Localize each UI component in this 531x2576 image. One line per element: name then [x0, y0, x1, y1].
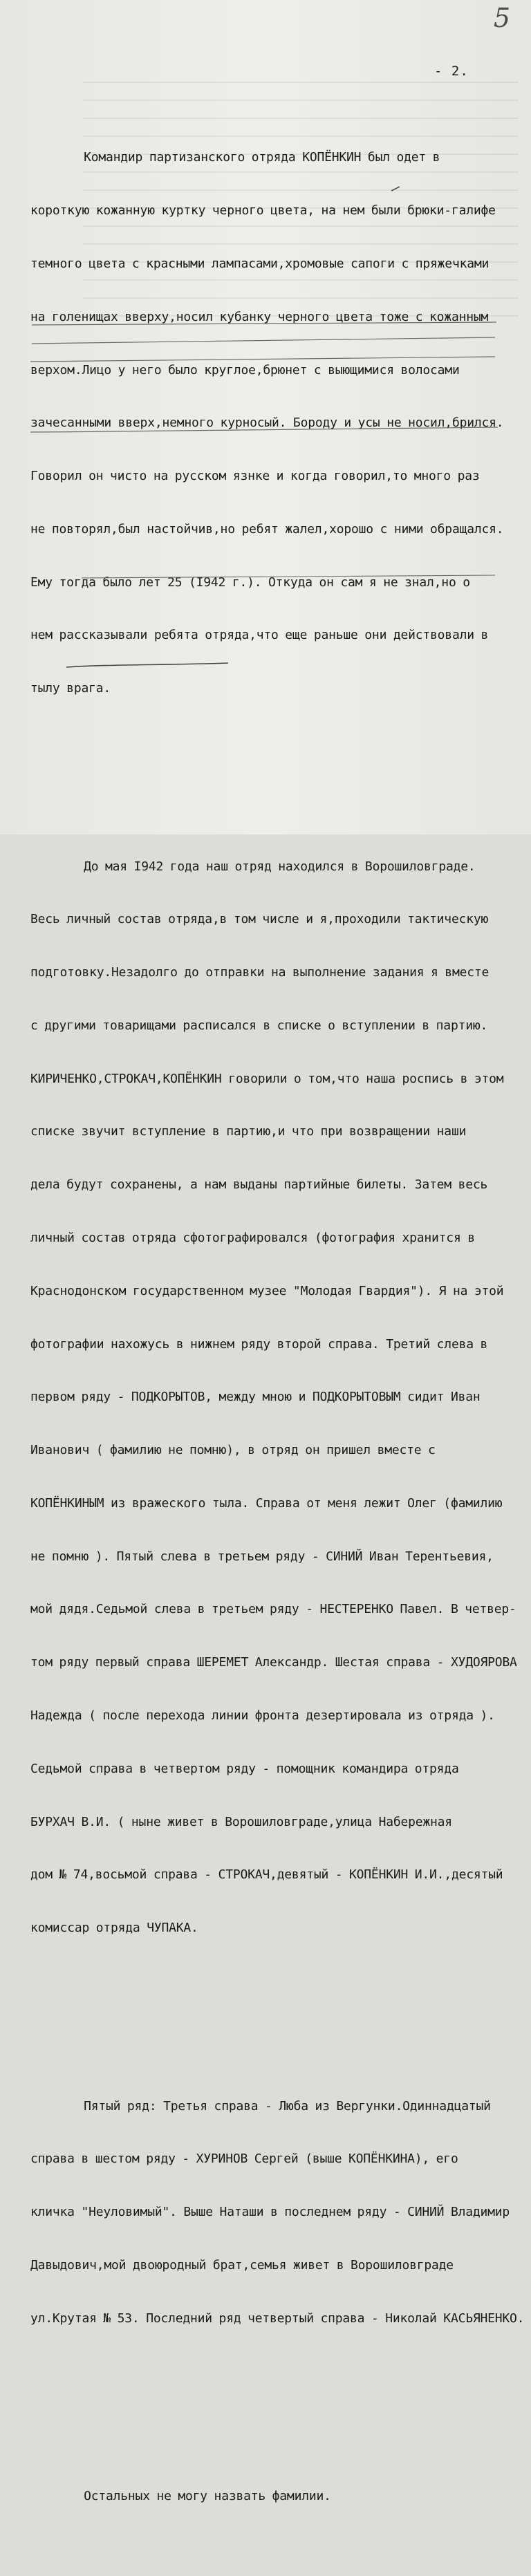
text-line: фотографии нахожусь в нижнем ряду второй справа. Третий слева в [30, 1336, 488, 1352]
text-line: на голенищах вверху,носил кубанку черного цвета тоже с кожанным [30, 309, 489, 324]
text-line: комиссар отряда ЧУПАКА. [30, 1921, 198, 1936]
text-line: Ему тогда было лет 25 (I942 г.). Откуда он сам я не знал,но о [30, 575, 470, 590]
text-line: мой дядя.Седьмой слева в третьем ряду - НЕСТЕРЕНКО Павел. В четвер- [30, 1602, 516, 1617]
text-line: тылу врага. [30, 681, 111, 696]
text-line: зачесанными вверх,немного курносый. Бороду и усы не носил,брился. [30, 416, 504, 431]
text-line: КИРИЧЕНКО,СТРОКАЧ,КОПЁНКИН говорили о том,что наша роспись в этом [30, 1071, 504, 1086]
text-line: верхом.Лицо у него было круглое,брюнет с выющимися волосами [30, 362, 460, 377]
page-number: - 2. [434, 64, 469, 79]
text-line: кличка "Неуловимый". Выше Наташи в последнем ряду - СИНИЙ Владимир [30, 2205, 510, 2220]
text-line: первом ряду - ПОДКОРЫТОВ, между мною и ПОДКОРЫТОВЫМ сидит Иван [30, 1390, 481, 1405]
text-line: справа в шестом ряду - ХУРИНОВ Сергей (выше КОПЁНКИНА), его [30, 2152, 458, 2167]
text-line: подготовку.Незадолго до отправки на выполнение задания я вместе [30, 965, 490, 980]
text-line: дом № 74,восьмой справа - СТРОКАЧ,девятый - КОПЁНКИН И.И.,десятый [30, 1867, 503, 1883]
handwritten-folio-number: 5 [493, 3, 510, 33]
text-line: КОПЁНКИНЫМ из вражеского тыла. Справа от меня лежит Олег (фамилию [30, 1495, 503, 1511]
typed-text-body [30, 78, 525, 2576]
text-line: Остальных не могу назвать фамилии. [30, 2488, 331, 2503]
text-line: Говорил он чисто на русском язнке и когда говорил,то много раз [30, 469, 480, 484]
text-line: Давыдович,мой двоюродный брат,семья живет в Ворошиловграде [30, 2257, 454, 2272]
paragraph-1 [30, 113, 525, 733]
text-line: том ряду первый справа ШЕРЕМЕТ Александр. Шестая справа - ХУДОЯРОВА [30, 1655, 517, 1670]
text-line: личный состав отряда сфотографировался (фотография хранится в [30, 1231, 475, 1245]
text-line: не помню ). Пятый слева в третьем ряду - СИНИЙ Иван Терентьевия, [30, 1549, 494, 1564]
text-line: Весь личный состав отряда,в том числе и я,проходили тактическую [30, 912, 489, 927]
text-line: темного цвета с красными лампасами,хромовые сапоги с пряжечками [30, 256, 490, 271]
text-line: БУРХАЧ В.И. ( ныне живет в Ворошиловграде,улица Набережная [30, 1814, 452, 1829]
text-line: Пятый ряд: Третья справа - Люба из Вергунки.Одиннадцатый [30, 2098, 491, 2113]
text-line: ул.Крутая № 53. Последний ряд четвертый справа - Николай КАСЬЯНЕНКО. [30, 2311, 525, 2326]
text-line: не повторял,был настойчив,но ребят жалел,хорошо с ними обращался. [30, 521, 504, 536]
text-line: До мая I942 года наш отряд находился в Ворошиловграде. [30, 859, 476, 874]
text-line: Иванович ( фамилию не помню), в отряд он пришел вместе с [30, 1443, 436, 1458]
paragraph-2 [30, 822, 525, 1972]
text-line: с другими товарищами расписался в списке о вступлении в партию. [30, 1018, 488, 1033]
text-line: Командир партизанского отряда КОПЁНКИН был одет в [30, 150, 440, 165]
text-line: Краснодонском государственном музее "Молодая Гвардия"). Я на этой [30, 1283, 504, 1298]
text-line: нем рассказывали ребята отряда,что еще раньше они действовали в [30, 628, 489, 643]
text-line: Седьмой справа в четвертом ряду - помощник командира отряда [30, 1761, 459, 1776]
text-line: Надежда ( после перехода линии фронта дезертировала из отряда ). [30, 1708, 495, 1724]
paragraph-3 [30, 2062, 525, 2362]
paragraph-4 [30, 2452, 525, 2541]
text-line: короткую кожанную куртку черного цвета, на нем были брюки-галифе [30, 203, 496, 218]
text-line: дела будут сохранены, а нам выданы партийные билеты. Затем весь [30, 1177, 488, 1193]
text-line: списке звучит вступление в партию,и что при возвращении наши [30, 1124, 467, 1139]
